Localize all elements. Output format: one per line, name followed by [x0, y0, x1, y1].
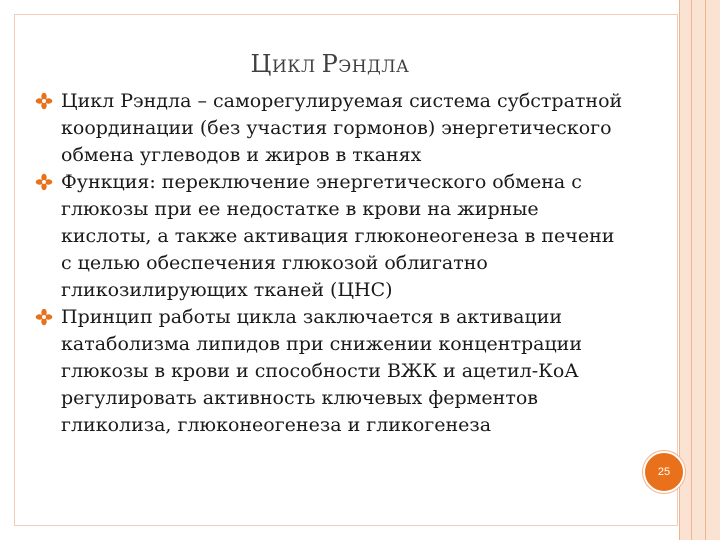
title-part: ЭНДЛА [338, 57, 410, 77]
flower-bullet-icon [35, 308, 53, 326]
bullet-text: Цикл Рэндла – саморегулируемая система субстратной координации (без участия гормонов) энергетического обмена углеводов и жиров в тканях [61, 90, 623, 166]
slide-title [0, 50, 660, 78]
bullet-text: Принцип работы цикла заключается в активации катаболизма липидов при снижении концентрации глюкозы в крови и способности ВЖК и ацетил-КоА регулировать активность ключевых ферментов гликолиза, глюконеогенеза и гликогенеза [61, 306, 582, 436]
bullet-item [33, 304, 623, 439]
decorative-line [705, 0, 706, 540]
flower-bullet-icon [35, 173, 53, 191]
page-number: 25 [657, 466, 671, 478]
title-part: ИКЛ [271, 57, 322, 77]
title-initial: Р [321, 50, 339, 78]
bullet-item [33, 169, 623, 304]
flower-bullet-icon [35, 92, 53, 110]
bullet-list [33, 88, 623, 439]
decorative-band [680, 0, 720, 540]
title-initial: Ц [250, 50, 272, 78]
page-number-badge [643, 451, 685, 493]
bullet-item [33, 88, 623, 169]
decorative-line [691, 0, 692, 540]
bullet-text: Функция: переключение энергетического обмена с глюкозы при ее недостатке в крови на жирные кислоты, а также активация глюконеогенеза в печени с целью обеспечения глюкозой облигатно гликозилирующих тканей (ЦНС) [61, 171, 615, 301]
